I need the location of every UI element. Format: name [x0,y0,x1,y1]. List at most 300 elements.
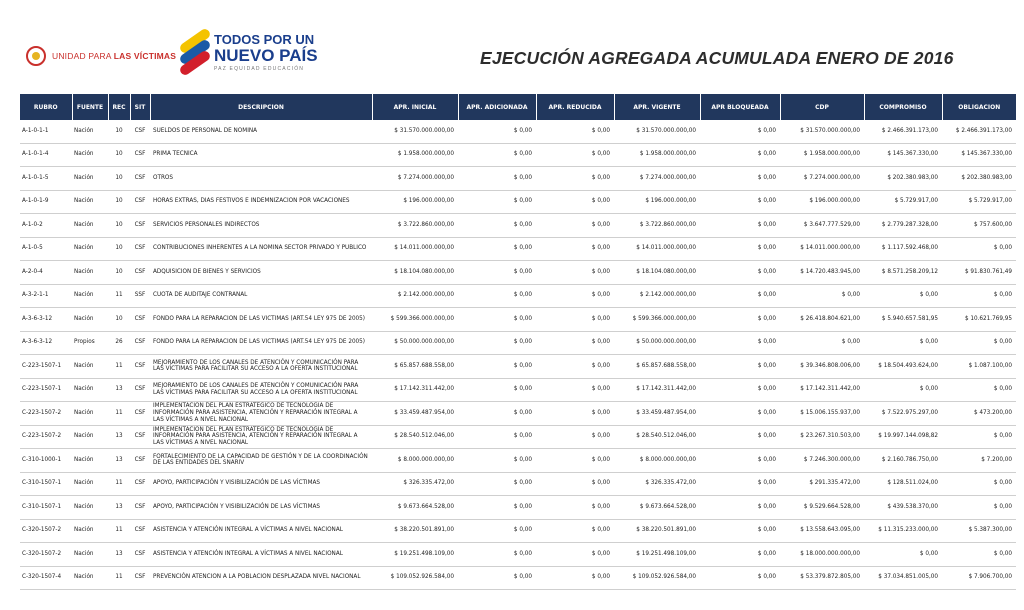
cell-apr-bloqueada: $ 0,00 [700,378,780,402]
cell-rec: 26 [108,331,130,355]
cell-rec: 11 [108,355,130,379]
logo-line-2: NUEVO PAÍS [214,45,318,65]
table-row [20,308,1016,332]
cell-cdp: $ 1.958.000.000,00 [780,143,864,167]
cell-fuente: Nación [72,214,108,238]
cell-rec: 13 [108,543,130,567]
cell-obligacion: $ 202.380.983,00 [942,167,1016,191]
table-row [20,566,1016,590]
cell-apr-inicial: $ 3.722.860.000,00 [372,214,458,238]
cell-rubro: A-1-0-2 [20,214,72,238]
cell-obligacion: $ 0,00 [942,543,1016,567]
cell-rec: 10 [108,214,130,238]
cell-cdp: $ 14.720.483.945,00 [780,261,864,285]
cell-apr-reducida: $ 0,00 [536,496,614,520]
cell-apr-bloqueada: $ 0,00 [700,143,780,167]
cell-fuente: Nación [72,402,108,426]
cell-compromiso: $ 19.997.144.098,82 [864,425,942,449]
cell-cdp: $ 18.000.000.000,00 [780,543,864,567]
cell-rubro: A-1-0-1-4 [20,143,72,167]
cell-rec: 10 [108,237,130,261]
cell-rec: 11 [108,284,130,308]
cell-apr-vigente: $ 9.673.664.528,00 [614,496,700,520]
cell-obligacion: $ 0,00 [942,378,1016,402]
cell-apr-inicial: $ 19.251.498.109,00 [372,543,458,567]
cell-obligacion: $ 0,00 [942,237,1016,261]
cell-rec: 13 [108,496,130,520]
cell-descripcion: PRIMA TECNICA [150,143,372,167]
cell-rubro: C-310-1000-1 [20,449,72,473]
cell-obligacion: $ 145.367.330,00 [942,143,1016,167]
cell-cdp: $ 7.246.300.000,00 [780,449,864,473]
cell-apr-reducida: $ 0,00 [536,190,614,214]
column-header-apr-inicial: APR. INICIAL [372,94,458,120]
cell-apr-vigente: $ 33.459.487.954,00 [614,402,700,426]
cell-apr-reducida: $ 0,00 [536,237,614,261]
cell-rubro: C-223-1507-2 [20,425,72,449]
cell-cdp: $ 23.267.310.503,00 [780,425,864,449]
table-row [20,543,1016,567]
cell-apr-vigente: $ 65.857.688.558,00 [614,355,700,379]
cell-rec: 13 [108,449,130,473]
cell-apr-adicionada: $ 0,00 [458,261,536,285]
cell-apr-vigente: $ 109.052.926.584,00 [614,566,700,590]
cell-apr-adicionada: $ 0,00 [458,308,536,332]
column-header-rec: REC [108,94,130,120]
cell-cdp: $ 31.570.000.000,00 [780,120,864,143]
cell-apr-bloqueada: $ 0,00 [700,308,780,332]
cell-apr-adicionada: $ 0,00 [458,449,536,473]
cell-obligacion: $ 7.906.700,00 [942,566,1016,590]
cell-apr-adicionada: $ 0,00 [458,237,536,261]
cell-descripcion: FONDO PARA LA REPARACION DE LAS VICTIMAS (ART.54 LEY 975 DE 2005) [150,331,372,355]
table-row [20,284,1016,308]
cell-apr-adicionada: $ 0,00 [458,331,536,355]
column-header-apr-bloqueada: APR BLOQUEADA [700,94,780,120]
cell-descripcion: IMPLEMENTACIÓN DEL PLAN ESTRATÉGICO DE TECNOLOGÍA DE INFORMACIÓN PARA ASISTENCIA, ATENCIÓN Y REPARACIÓN INTEGRAL A LAS VÍCTIMAS A NIVEL NACIONAL [150,425,372,449]
todos-por-un-nuevo-pais-logo [180,30,318,74]
cell-apr-vigente: $ 19.251.498.109,00 [614,543,700,567]
cell-descripcion: HORAS EXTRAS, DIAS FESTIVOS E INDEMNIZACION POR VACACIONES [150,190,372,214]
cell-apr-bloqueada: $ 0,00 [700,214,780,238]
cell-rec: 10 [108,120,130,143]
cell-fuente: Nación [72,167,108,191]
column-header-obligacion: OBLIGACION [942,94,1016,120]
table-row [20,237,1016,261]
cell-descripcion: APOYO, PARTICIPACIÓN Y VISIBILIZACIÓN DE LAS VÍCTIMAS [150,472,372,496]
cell-fuente: Nación [72,543,108,567]
cell-compromiso: $ 0,00 [864,378,942,402]
cell-rec: 11 [108,472,130,496]
cell-obligacion: $ 757.600,00 [942,214,1016,238]
cell-apr-reducida: $ 0,00 [536,284,614,308]
cell-descripcion: PREVENCIÓN ATENCION A LA POBLACION DESPLAZADA NIVEL NACIONAL [150,566,372,590]
cell-rubro: A-3-6-3-12 [20,308,72,332]
cell-apr-vigente: $ 3.722.860.000,00 [614,214,700,238]
cell-sit: CSF [130,190,150,214]
cell-sit: CSF [130,143,150,167]
cell-sit: CSF [130,402,150,426]
cell-compromiso: $ 8.571.258.209,12 [864,261,942,285]
cell-apr-vigente: $ 196.000.000,00 [614,190,700,214]
cell-apr-reducida: $ 0,00 [536,519,614,543]
cell-apr-adicionada: $ 0,00 [458,120,536,143]
cell-sit: CSF [130,496,150,520]
cell-fuente: Nación [72,472,108,496]
cell-compromiso: $ 7.522.975.297,00 [864,402,942,426]
cell-sit: CSF [130,566,150,590]
cell-cdp: $ 39.346.808.006,00 [780,355,864,379]
cell-apr-reducida: $ 0,00 [536,120,614,143]
cell-sit: CSF [130,167,150,191]
cell-descripcion: FORTALECIMIENTO DE LA CAPACIDAD DE GESTIÓN Y DE LA COORDINACIÓN DE LAS ENTIDADES DEL SNARIV [150,449,372,473]
table-row [20,425,1016,449]
cell-apr-inicial: $ 65.857.688.558,00 [372,355,458,379]
table-header-row [20,94,1016,120]
cell-apr-inicial: $ 196.000.000,00 [372,190,458,214]
cell-apr-vigente: $ 7.274.000.000,00 [614,167,700,191]
column-header-descripcion: DESCRIPCION [150,94,372,120]
cell-apr-inicial: $ 14.011.000.000,00 [372,237,458,261]
cell-fuente: Nación [72,284,108,308]
cell-obligacion: $ 473.200,00 [942,402,1016,426]
logo-tagline: PAZ EQUIDAD EDUCACIÓN [214,65,305,72]
cell-compromiso: $ 128.511.024,00 [864,472,942,496]
cell-apr-reducida: $ 0,00 [536,308,614,332]
cell-rec: 10 [108,190,130,214]
cell-descripcion: APOYO, PARTICIPACIÓN Y VISIBILIZACIÓN DE LAS VÍCTIMAS [150,496,372,520]
cell-rubro: C-223-1507-2 [20,402,72,426]
cell-obligacion: $ 10.621.769,95 [942,308,1016,332]
cell-sit: CSF [130,355,150,379]
cell-apr-adicionada: $ 0,00 [458,143,536,167]
cell-descripcion: IMPLEMENTACIÓN DEL PLAN ESTRATÉGICO DE TECNOLOGÍA DE INFORMACIÓN PARA ASISTENCIA, ATENCIÓN Y REPARACIÓN INTEGRAL A LAS VÍCTIMAS A NIVEL NACIONAL [150,402,372,426]
cell-apr-adicionada: $ 0,00 [458,214,536,238]
cell-fuente: Nación [72,237,108,261]
cell-cdp: $ 3.647.777.529,00 [780,214,864,238]
cell-cdp: $ 53.379.872.805,00 [780,566,864,590]
cell-apr-inicial: $ 109.052.926.584,00 [372,566,458,590]
cell-cdp: $ 17.142.311.442,00 [780,378,864,402]
cell-apr-bloqueada: $ 0,00 [700,402,780,426]
cell-obligacion: $ 7.200,00 [942,449,1016,473]
cell-sit: CSF [130,308,150,332]
column-header-rubro: RUBRO [20,94,72,120]
cell-cdp: $ 0,00 [780,284,864,308]
table-row [20,378,1016,402]
cell-sit: CSF [130,449,150,473]
cell-descripcion: ADQUISICION DE BIENES Y SERVICIOS [150,261,372,285]
cell-apr-vigente: $ 31.570.000.000,00 [614,120,700,143]
table-row [20,402,1016,426]
cell-compromiso: $ 2.160.786.750,00 [864,449,942,473]
cell-apr-adicionada: $ 0,00 [458,425,536,449]
cell-descripcion: CUOTA DE AUDITAJE CONTRANAL [150,284,372,308]
cell-obligacion: $ 5.387.300,00 [942,519,1016,543]
cell-rubro: A-3-6-3-12 [20,331,72,355]
cell-compromiso: $ 11.315.233.000,00 [864,519,942,543]
cell-fuente: Nación [72,519,108,543]
cell-apr-reducida: $ 0,00 [536,402,614,426]
cell-sit: CSF [130,331,150,355]
cell-compromiso: $ 0,00 [864,284,942,308]
cell-obligacion: $ 5.729.917,00 [942,190,1016,214]
cell-apr-vigente: $ 14.011.000.000,00 [614,237,700,261]
cell-compromiso: $ 202.380.983,00 [864,167,942,191]
cell-apr-adicionada: $ 0,00 [458,566,536,590]
cell-apr-inicial: $ 33.459.487.954,00 [372,402,458,426]
cell-compromiso: $ 0,00 [864,543,942,567]
cell-apr-bloqueada: $ 0,00 [700,120,780,143]
cell-fuente: Nación [72,496,108,520]
cell-descripcion: SUELDOS DE PERSONAL DE NOMINA [150,120,372,143]
cell-descripcion: SERVICIOS PERSONALES INDIRECTOS [150,214,372,238]
cell-obligacion: $ 2.466.391.173,00 [942,120,1016,143]
cell-apr-vigente: $ 50.000.000.000,00 [614,331,700,355]
cell-apr-reducida: $ 0,00 [536,214,614,238]
cell-apr-reducida: $ 0,00 [536,331,614,355]
cell-cdp: $ 15.006.155.937,00 [780,402,864,426]
cell-apr-bloqueada: $ 0,00 [700,566,780,590]
cell-rubro: C-310-1507-1 [20,496,72,520]
cell-apr-vigente: $ 17.142.311.442,00 [614,378,700,402]
cell-rubro: A-1-0-1-1 [20,120,72,143]
cell-apr-reducida: $ 0,00 [536,378,614,402]
cell-compromiso: $ 0,00 [864,331,942,355]
cell-apr-reducida: $ 0,00 [536,472,614,496]
cell-apr-adicionada: $ 0,00 [458,543,536,567]
cell-rubro: C-310-1507-1 [20,472,72,496]
cell-cdp: $ 26.418.804.621,00 [780,308,864,332]
cell-apr-reducida: $ 0,00 [536,167,614,191]
cell-apr-inicial: $ 31.570.000.000,00 [372,120,458,143]
cell-apr-bloqueada: $ 0,00 [700,261,780,285]
cell-obligacion: $ 1.087.100,00 [942,355,1016,379]
table-row [20,261,1016,285]
cell-rec: 10 [108,261,130,285]
table-row [20,519,1016,543]
cell-rubro: A-1-0-1-9 [20,190,72,214]
cell-apr-adicionada: $ 0,00 [458,402,536,426]
cell-descripcion: MEJORAMIENTO DE LOS CANALES DE ATENCIÓN Y COMUNICACIÓN PARA LAS VÍCTIMAS PARA FACILITAR SU ACCESO A LA OFERTA INSTITUCIONAL [150,355,372,379]
cell-apr-vigente: $ 8.000.000.000,00 [614,449,700,473]
cell-apr-inicial: $ 17.142.311.442,00 [372,378,458,402]
table-row [20,496,1016,520]
cell-apr-inicial: $ 1.958.000.000,00 [372,143,458,167]
table-row [20,449,1016,473]
cell-rubro: C-320-1507-2 [20,519,72,543]
unidad-victimas-logo [26,46,176,66]
column-header-compromiso: COMPROMISO [864,94,942,120]
cell-fuente: Propios [72,331,108,355]
cell-obligacion: $ 0,00 [942,331,1016,355]
cell-rubro: C-320-1507-4 [20,566,72,590]
cell-apr-bloqueada: $ 0,00 [700,237,780,261]
cell-apr-adicionada: $ 0,00 [458,519,536,543]
cell-descripcion: MEJORAMIENTO DE LOS CANALES DE ATENCIÓN Y COMUNICACIÓN PARA LAS VÍCTIMAS PARA FACILITAR SU ACCESO A LA OFERTA INSTITUCIONAL [150,378,372,402]
cell-sit: CSF [130,425,150,449]
cell-fuente: Nación [72,190,108,214]
cell-apr-bloqueada: $ 0,00 [700,284,780,308]
cell-apr-bloqueada: $ 0,00 [700,167,780,191]
cell-apr-reducida: $ 0,00 [536,566,614,590]
cell-rubro: C-223-1507-1 [20,378,72,402]
cell-sit: CSF [130,237,150,261]
cell-fuente: Nación [72,425,108,449]
cell-fuente: Nación [72,120,108,143]
cell-rubro: A-1-0-1-5 [20,167,72,191]
cell-apr-bloqueada: $ 0,00 [700,190,780,214]
cell-apr-inicial: $ 326.335.472,00 [372,472,458,496]
cell-fuente: Nación [72,143,108,167]
cell-apr-adicionada: $ 0,00 [458,167,536,191]
table-row [20,143,1016,167]
cell-fuente: Nación [72,449,108,473]
cell-apr-bloqueada: $ 0,00 [700,496,780,520]
cell-fuente: Nación [72,355,108,379]
cell-obligacion: $ 0,00 [942,496,1016,520]
cell-obligacion: $ 0,00 [942,284,1016,308]
cell-apr-reducida: $ 0,00 [536,543,614,567]
cell-sit: CSF [130,543,150,567]
cell-apr-inicial: $ 8.000.000.000,00 [372,449,458,473]
cell-apr-bloqueada: $ 0,00 [700,449,780,473]
cell-cdp: $ 196.000.000,00 [780,190,864,214]
cell-apr-bloqueada: $ 0,00 [700,425,780,449]
cell-apr-vigente: $ 2.142.000.000,00 [614,284,700,308]
cell-rec: 11 [108,519,130,543]
cell-sit: CSF [130,120,150,143]
cell-apr-vigente: $ 599.366.000.000,00 [614,308,700,332]
execution-table [20,94,1016,590]
cell-descripcion: OTROS [150,167,372,191]
cell-apr-adicionada: $ 0,00 [458,472,536,496]
table-row [20,331,1016,355]
cell-rec: 11 [108,566,130,590]
cell-apr-inicial: $ 9.673.664.528,00 [372,496,458,520]
table-row [20,355,1016,379]
cell-rubro: A-3-2-1-1 [20,284,72,308]
cell-cdp: $ 13.558.643.095,00 [780,519,864,543]
cell-apr-inicial: $ 18.104.080.000,00 [372,261,458,285]
cell-sit: CSF [130,519,150,543]
cell-sit: CSF [130,472,150,496]
page-title: EJECUCIÓN AGREGADA ACUMULADA ENERO DE 2016 [480,48,954,68]
logo-line-1: TODOS POR UN [214,31,315,47]
cell-sit: CSF [130,378,150,402]
cell-cdp: $ 9.529.664.528,00 [780,496,864,520]
cell-apr-vigente: $ 326.335.472,00 [614,472,700,496]
cell-apr-bloqueada: $ 0,00 [700,543,780,567]
cell-compromiso: $ 439.538.370,00 [864,496,942,520]
cell-rec: 10 [108,167,130,191]
column-header-apr-reducida: APR. REDUCIDA [536,94,614,120]
cell-rubro: C-223-1507-1 [20,355,72,379]
cell-apr-inicial: $ 599.366.000.000,00 [372,308,458,332]
cell-rec: 13 [108,378,130,402]
cell-apr-adicionada: $ 0,00 [458,355,536,379]
cell-apr-inicial: $ 38.220.501.891,00 [372,519,458,543]
flag-swoosh-icon [180,30,210,74]
colombia-seal-icon [26,46,46,66]
cell-rec: 11 [108,402,130,426]
cell-apr-inicial: $ 50.000.000.000,00 [372,331,458,355]
table-row [20,120,1016,143]
cell-fuente: Nación [72,308,108,332]
cell-rubro: A-2-0-4 [20,261,72,285]
cell-apr-reducida: $ 0,00 [536,143,614,167]
cell-rubro: A-1-0-5 [20,237,72,261]
cell-apr-adicionada: $ 0,00 [458,284,536,308]
cell-compromiso: $ 1.117.592.468,00 [864,237,942,261]
cell-sit: CSF [130,214,150,238]
cell-cdp: $ 291.335.472,00 [780,472,864,496]
unidad-victimas-wordmark: UNIDAD PARA LAS VÍCTIMAS [52,51,177,61]
cell-apr-vigente: $ 38.220.501.891,00 [614,519,700,543]
cell-apr-bloqueada: $ 0,00 [700,472,780,496]
cell-apr-reducida: $ 0,00 [536,355,614,379]
cell-sit: CSF [130,261,150,285]
cell-apr-adicionada: $ 0,00 [458,496,536,520]
table-row [20,167,1016,191]
cell-apr-vigente: $ 28.540.512.046,00 [614,425,700,449]
cell-apr-reducida: $ 0,00 [536,261,614,285]
cell-cdp: $ 0,00 [780,331,864,355]
cell-cdp: $ 7.274.000.000,00 [780,167,864,191]
cell-apr-bloqueada: $ 0,00 [700,519,780,543]
cell-cdp: $ 14.011.000.000,00 [780,237,864,261]
cell-apr-adicionada: $ 0,00 [458,190,536,214]
cell-obligacion: $ 0,00 [942,472,1016,496]
column-header-cdp: CDP [780,94,864,120]
cell-descripcion: ASISTENCIA Y ATENCIÓN INTEGRAL A VÍCTIMAS A NIVEL NACIONAL [150,519,372,543]
table-row [20,214,1016,238]
cell-obligacion: $ 91.830.761,49 [942,261,1016,285]
column-header-sit: SIT [130,94,150,120]
cell-compromiso: $ 2.466.391.173,00 [864,120,942,143]
cell-apr-inicial: $ 28.540.512.046,00 [372,425,458,449]
column-header-apr-adicionada: APR. ADICIONADA [458,94,536,120]
column-header-apr-vigente: APR. VIGENTE [614,94,700,120]
cell-apr-inicial: $ 2.142.000.000,00 [372,284,458,308]
cell-compromiso: $ 5.940.657.581,95 [864,308,942,332]
cell-apr-inicial: $ 7.274.000.000,00 [372,167,458,191]
table-row [20,190,1016,214]
cell-descripcion: FONDO PARA LA REPARACION DE LAS VICTIMAS (ART.54 LEY 975 DE 2005) [150,308,372,332]
cell-apr-adicionada: $ 0,00 [458,378,536,402]
cell-compromiso: $ 145.367.330,00 [864,143,942,167]
cell-apr-reducida: $ 0,00 [536,449,614,473]
cell-descripcion: CONTRIBUCIONES INHERENTES A LA NOMINA SECTOR PRIVADO Y PUBLICO [150,237,372,261]
cell-sit: SSF [130,284,150,308]
cell-rubro: C-320-1507-2 [20,543,72,567]
cell-apr-vigente: $ 1.958.000.000,00 [614,143,700,167]
cell-compromiso: $ 37.034.851.005,00 [864,566,942,590]
cell-compromiso: $ 18.504.493.624,00 [864,355,942,379]
cell-fuente: Nación [72,378,108,402]
cell-rec: 10 [108,143,130,167]
cell-compromiso: $ 2.779.287.328,00 [864,214,942,238]
cell-apr-vigente: $ 18.104.080.000,00 [614,261,700,285]
cell-descripcion: ASISTENCIA Y ATENCIÓN INTEGRAL A VÍCTIMAS A NIVEL NACIONAL [150,543,372,567]
cell-fuente: Nación [72,566,108,590]
table-row [20,472,1016,496]
cell-apr-reducida: $ 0,00 [536,425,614,449]
column-header-fuente: FUENTE [72,94,108,120]
cell-fuente: Nación [72,261,108,285]
cell-apr-bloqueada: $ 0,00 [700,331,780,355]
cell-obligacion: $ 0,00 [942,425,1016,449]
